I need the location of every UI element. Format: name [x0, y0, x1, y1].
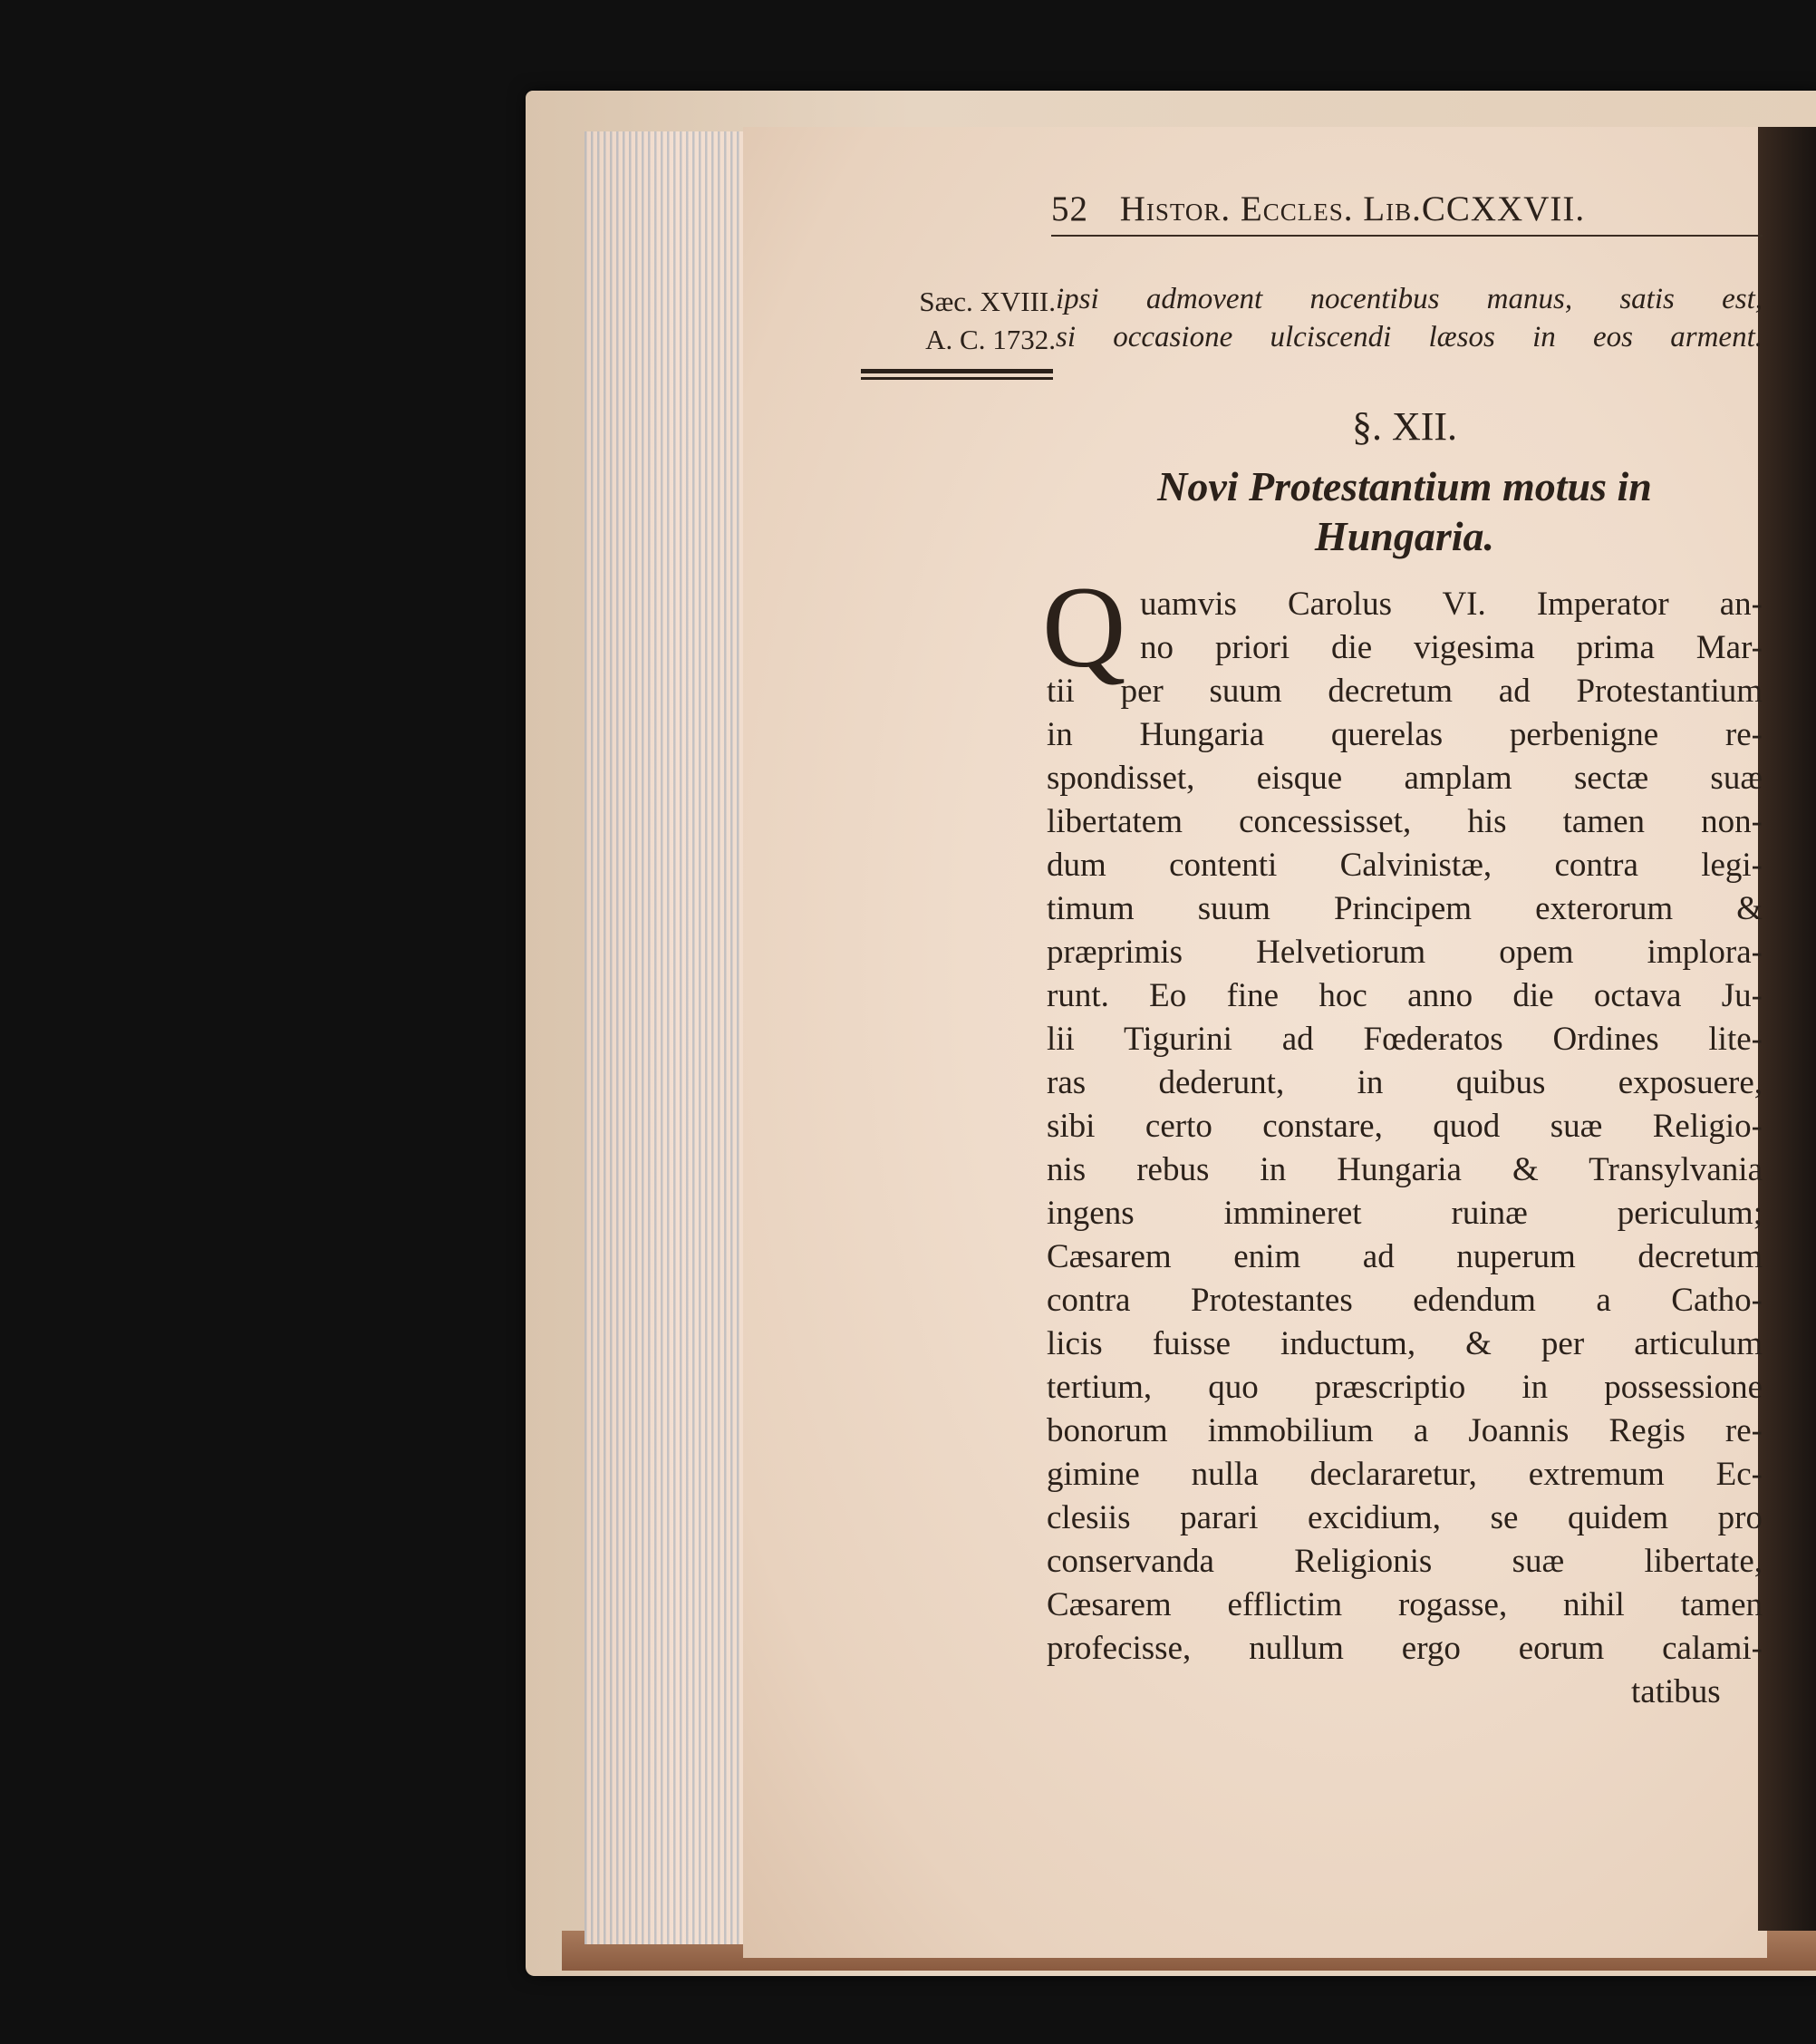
margin-century: Sæc. XVIII.: [919, 286, 1056, 317]
body-line: clesiis parari excidium, se quidem pro: [1047, 1499, 1763, 1536]
body-line: gimine nulla declararetur, extremum Ec-: [1047, 1456, 1763, 1493]
drop-cap: Q: [1042, 563, 1126, 692]
body-line: præprimis Helvetiorum opem implora-: [1047, 934, 1763, 971]
body-line: contra Protestantes edendum a Catho-: [1047, 1282, 1763, 1319]
body-line: Cæsarem enim ad nuperum decretum: [1047, 1238, 1763, 1275]
body-line: uamvis Carolus VI. Imperator an-: [1140, 586, 1763, 623]
opening-line-1: ipsi admovent nocentibus manus, satis est,: [1056, 283, 1763, 315]
body-line: dum contenti Calvinistæ, contra legi-: [1047, 847, 1763, 884]
body-line: Cæsarem efflictim rogasse, nihil tamen: [1047, 1586, 1763, 1623]
running-title: Histor. Eccles. Lib.CCXXVII.: [1119, 189, 1586, 228]
body-line: profecisse, nullum ergo eorum calami-: [1047, 1630, 1763, 1667]
gutter-shadow: [1758, 127, 1816, 1931]
page-edges: [584, 131, 766, 1944]
catchword: tatibus: [1631, 1673, 1721, 1710]
body-line: conservanda Religionis suæ libertate,: [1047, 1543, 1763, 1580]
body-line: tii per suum decretum ad Protestantium: [1047, 673, 1763, 710]
opening-line-2: si occasione ulciscendi læsos in eos arment.: [1056, 321, 1763, 354]
body-line: nis rebus in Hungaria & Transylvania: [1047, 1151, 1763, 1188]
running-header: [1051, 189, 1763, 237]
body-line: sibi certo constare, quod suæ Religio-: [1047, 1108, 1763, 1145]
body-line: timum suum Principem exterorum &: [1047, 890, 1763, 927]
section-title-line-1: Novi Protestantium motus in: [1157, 463, 1652, 509]
section-title-line-2: Hungaria.: [1314, 513, 1495, 559]
margin-rule-thin: [861, 377, 1053, 380]
body-line: tertium, quo præscriptio in possessione: [1047, 1369, 1763, 1406]
body-line: no priori die vigesima prima Mar-: [1140, 629, 1763, 666]
body-line: in Hungaria querelas perbenigne re-: [1047, 716, 1763, 753]
margin-rule: [861, 369, 1053, 373]
body-line: lii Tigurini ad Fœderatos Ordines lite-: [1047, 1021, 1763, 1058]
body-line: libertatem concessisset, his tamen non-: [1047, 803, 1763, 840]
body-line: bonorum immobilium a Joannis Regis re-: [1047, 1412, 1763, 1449]
body-line: runt. Eo fine hoc anno die octava Ju-: [1047, 977, 1763, 1014]
body-line: licis fuisse inductum, & per articulum: [1047, 1325, 1763, 1362]
margin-year: A. C. 1732.: [925, 324, 1056, 355]
body-line: ingens immineret ruinæ periculum;: [1047, 1195, 1763, 1232]
section-number: §. XII.: [1351, 404, 1458, 449]
body-line: ras dederunt, in quibus exposuere,: [1047, 1064, 1763, 1101]
margin-note: [820, 283, 1056, 359]
page-number: 52: [1051, 189, 1088, 228]
body-line: spondisset, eisque amplam sectæ suæ: [1047, 760, 1763, 797]
